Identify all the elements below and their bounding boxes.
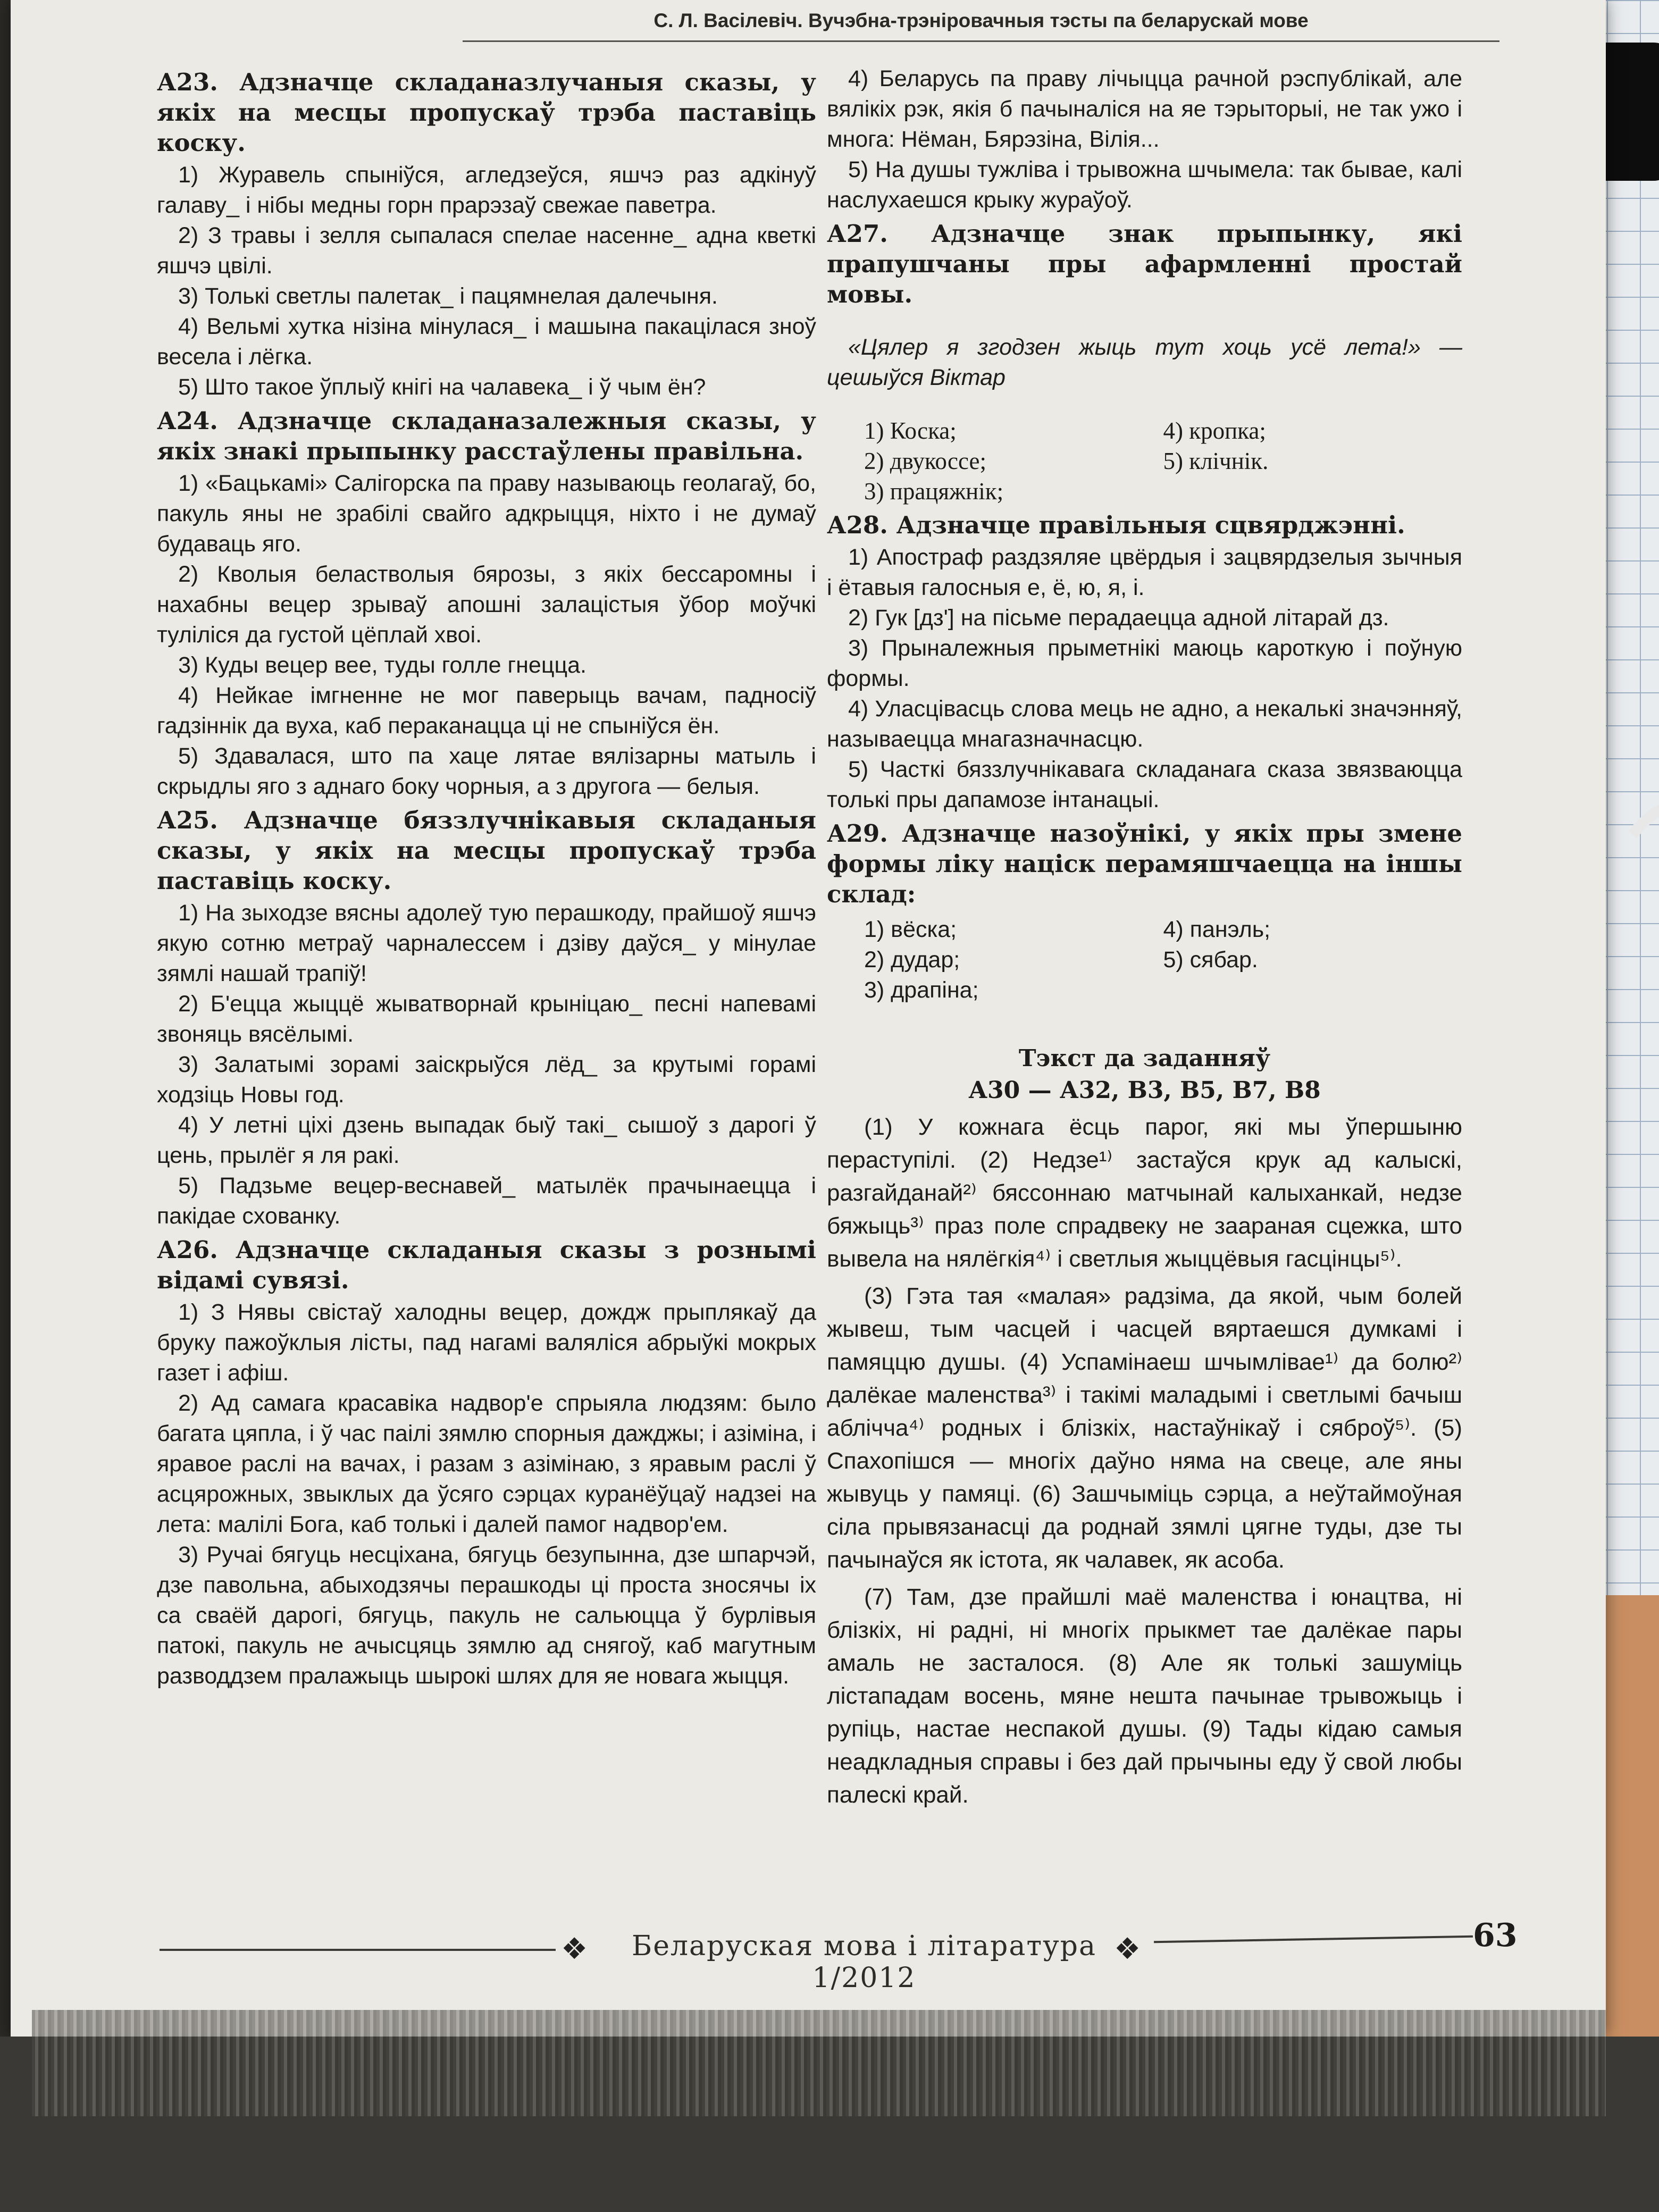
a27-option: 4) кропка; bbox=[1163, 417, 1266, 444]
journal-title: Беларуская мова і літаратура 1/2012 bbox=[632, 1930, 1096, 1994]
option-a28-4: 4) Уласцівасць слова мець не адно, а некалькі значэнняў, называецца мнагазначнасцю. bbox=[827, 696, 1462, 752]
a27-quote: «Цялер я згодзен жыць тут хоць усё лета!» — цешыўся Віктар bbox=[827, 334, 1462, 390]
text-title-line-2: А30 — А32, В3, В5, В7, В8 bbox=[968, 1077, 1321, 1104]
a29-option: 4) панэль; bbox=[1163, 917, 1271, 942]
a29-option: 2) дудар; bbox=[864, 947, 960, 973]
option-a25-1: 1) На зыходзе вясны адолеў тую перашкоду, прайшоў яшчэ якую сотню метраў чарналессем і дзіву даўся_ у мінулае зямлі нашай трапіў! bbox=[157, 900, 816, 986]
question-a28: А28. Адзначце правільныя сцвярджэнні. bbox=[827, 511, 1405, 539]
left-column bbox=[157, 64, 816, 1691]
footer-rule bbox=[1154, 1936, 1473, 1943]
option-a28-2: 2) Гук [дз'] на пісьме перадаецца адной літарай дз. bbox=[848, 605, 1389, 631]
page-footer bbox=[160, 1917, 1518, 1994]
option-a23-1: 1) Журавель спыніўся, агледзеўся, яшчэ раз адкінуў галаву_ і нібы медны горн прарэзаў свежае паветра. bbox=[157, 162, 816, 218]
option-a26-5: 5) На душы тужліва і трывожна шчымела: так бывае, калі наслухаешся крыку жураўоў. bbox=[827, 157, 1462, 213]
question-a23: А23. Адзначце складаназлучаныя сказы, у якіх на месцы пропускаў трэба паставіць коску. bbox=[157, 68, 816, 157]
option-a24-2: 2) Кволыя беластволыя бярозы, з якіх бессаромны і нахабны вецер зрываў апошні залацістыя ўбор моўчкі туліліся да густой цёплай хвоі. bbox=[157, 562, 816, 648]
text-title bbox=[827, 1043, 1462, 1107]
option-a26-2: 2) Ад самага красавіка надвор'е спрыяла людзям: было багата цяпла, і ў час паілі зямлю спорныя дажджы; і азіміна, і яравое раслі на вачах, і разам з азімінаю, з яравым раслі ў асцярожных, звыклых да ўсяго сэрцах куранёўцаў надзеі на лета: малілі Бога, каб толькі і далей памог надвор'ем. bbox=[157, 1390, 816, 1537]
text-paragraph-2: (3) Гэта тая «малая» радзіма, да якой, чым болей жывеш, тым часцей і часцей вяртаешся думкамі і памяццю душы. (4) Успамінаеш шчымлівае¹⁾ да болю²⁾ далёкае маленства³⁾ і такімі маладымі і светлымі бачыш аблічча⁴⁾ родных і блізкіх, настаўнікаў і сяброў⁵⁾. (5) Спахопішся — многіх даўно няма на свеце, але яны жывуць у памяці. (6) Зашчыміць сэрца, а неўтаймоўная сіла прывязанасці да роднай зямлі цягне туды, дзе ты пачынаўся як істота, як чалавек, як асоба. bbox=[827, 1283, 1462, 1573]
option-a25-2: 2) Б'ецца жыццё жыватворнай крыніцаю_ песні напевамі звоняць вясёлымі. bbox=[157, 991, 816, 1047]
question-a29: А29. Адзначце назоўнікі, у якіх пры змене формы ліку націск перамяшчаецца на іншы склад: bbox=[827, 819, 1462, 908]
page-edge-texture bbox=[32, 2010, 1606, 2116]
question-a27: А27. Адзначце знак прыпынку, які прапушчаны пры афармленні простай мовы. bbox=[827, 220, 1462, 308]
text-title-line-1: Тэкст да заданняў bbox=[1018, 1045, 1271, 1072]
a27-option: 5) клічнік. bbox=[1163, 448, 1269, 474]
option-a24-4: 4) Нейкае імгненне не мог паверыць вачам, падносіў гадзіннік да вуха, каб пераканацца ці не спыніўся ён. bbox=[157, 683, 816, 739]
option-a23-5: 5) Што такое ўплыў кнігі на чалавека_ і ў чым ён? bbox=[178, 374, 706, 400]
footer-rule bbox=[160, 1949, 556, 1951]
question-a24: А24. Адзначце складаназалежныя сказы, у якіх знакі прыпынку расстаўлены правільна. bbox=[157, 407, 816, 465]
a27-options bbox=[864, 416, 1462, 507]
option-a26-3: 3) Ручаі бягуць несціхана, бягуць безупынна, дзе шпарчэй, дзе павольна, абыходзячы перашкоды ці проста зносячы іх са сваёй дарогі, бягуць, пакуль не сальюцца ў бурлівыя патокі, пакуль не ачысцяць зямлю ад снягоў, каб магутным разводдзем пралажыць шырокі шлях для яе новага жыцця. bbox=[157, 1542, 816, 1689]
option-a26-1: 1) З Нявы свістаў халодны вецер, дождж прыплякаў да бруку пажоўклыя лісты, пад нагамі валяліся абрыўкі мокрых газет і афіш. bbox=[157, 1300, 816, 1386]
ornament-icon: ❖ bbox=[1114, 1932, 1141, 1966]
a27-option: 2) двукоссе; bbox=[864, 448, 987, 474]
ornament-icon: ❖ bbox=[561, 1932, 588, 1966]
option-a28-5: 5) Часткі бяззлучнікавага складанага сказа звязваюцца толькі пры дапамозе інтанацыі. bbox=[827, 757, 1462, 812]
right-column bbox=[827, 64, 1462, 1816]
page-number: 63 bbox=[1473, 1917, 1518, 1954]
option-a26-4: 4) Беларусь па праву лічыцца рачной рэспублікай, але вялікіх рэк, якія б пачыналіся на яе тэрыторыі, не так ужо і многа: Нёман, Бярэзіна, Вілія... bbox=[827, 66, 1462, 152]
a29-option: 1) вёска; bbox=[864, 917, 957, 942]
text-paragraph-1: (1) У кожнага ёсць парог, які мы ўпершыню пераступілі. (2) Недзе¹⁾ застаўся крук ад калыскі, разгайданай²⁾ бяссоннаю матчынай калыханкай, недзе бяжыць³⁾ праз поле спрадвеку не заараная сцежка, што вывела на нялёгкія⁴⁾ і светлыя жыццёвыя гасцінцы⁵⁾. bbox=[827, 1114, 1462, 1272]
a27-option: 1) Коска; bbox=[864, 417, 957, 444]
a27-option: 3) працяжнік; bbox=[864, 478, 1004, 505]
question-a25: А25. Адзначце бяззлучнікавыя складаныя сказы, у якіх на месцы пропускаў трэба паставіць коску. bbox=[157, 806, 816, 895]
option-a23-3: 3) Толькі светлы палетак_ і пацямнелая далечыня. bbox=[178, 283, 718, 309]
option-a25-4: 4) У летні ціхі дзень выпадак быў такі_ сышоў з дарогі ў цень, прылёг я ля ракі. bbox=[157, 1112, 816, 1168]
a29-option: 3) драпіна; bbox=[864, 977, 979, 1003]
option-a23-2: 2) З травы і зелля сыпалася спелае насенне_ адна кветкі яшчэ цвілі. bbox=[157, 223, 816, 279]
printed-page bbox=[11, 0, 1606, 2037]
option-a24-5: 5) Здавалася, што па хаце лятае вялізарны матыль і скрыдлы яго з аднаго боку чорныя, а з другога — белыя. bbox=[157, 743, 816, 799]
a29-options bbox=[864, 915, 1462, 1006]
option-a25-3: 3) Залатымі зорамі заіскрыўся лёд_ за крутымі горамі ходзіць Новы год. bbox=[157, 1052, 816, 1108]
option-a23-4: 4) Вельмі хутка нізіна мінулася_ і машына пакацілася зноў весела і лёгка. bbox=[157, 314, 816, 370]
text-paragraph-3: (7) Там, дзе прайшлі маё маленства і юнацтва, ні блізкіх, ні радні, ні многіх прыкмет тае далёкае пары амаль не засталося. (8) Але як толькі зашуміць лістападам восень, мяне нешта пачынае трывожыць і рупіць, настае неспакой душы. (9) Тады кідаю самыя неадкладныя справы і без дай прычыны еду ў свой любы палескі край. bbox=[827, 1584, 1462, 1808]
a29-option: 5) сябар. bbox=[1163, 947, 1258, 973]
question-a26: А26. Адзначце складаныя сказы з рознымі відамі сувязі. bbox=[157, 1236, 816, 1294]
option-a28-3: 3) Прыналежныя прыметнікі маюць кароткую і поўную формы. bbox=[827, 635, 1462, 691]
option-a24-3: 3) Куды вецер вее, туды голле гнецца. bbox=[178, 652, 586, 678]
option-a24-1: 1) «Бацькамі» Салігорска па праву называюць геолагаў, бо, пакуль яны не зрабілі свайго адкрыцця, ніхто і не думаў будаваць яго. bbox=[157, 471, 816, 557]
running-head: С. Л. Васілевіч. Вучэбна-трэніровачныя тэсты па беларускай мове bbox=[463, 10, 1499, 42]
option-a25-5: 5) Падзьме вецер-веснавей_ матылёк прачынаецца і пакідае схованку. bbox=[157, 1173, 816, 1229]
option-a28-1: 1) Апостраф раздзяляе цвёрдыя і зацвярдзелыя зычныя і ётавыя галосныя е, ё, ю, я, і. bbox=[827, 544, 1462, 600]
